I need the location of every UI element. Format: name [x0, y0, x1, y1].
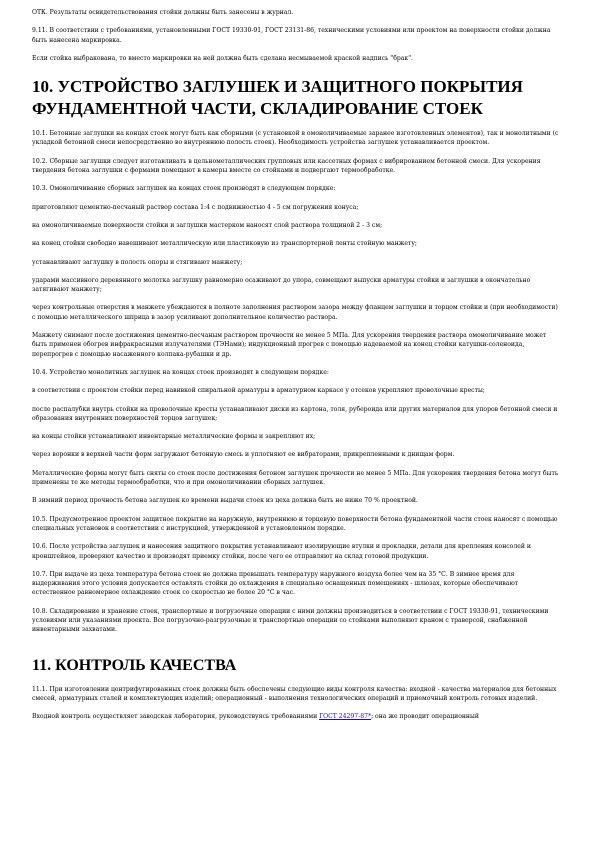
paragraph: Манжету снимают после достижения цементно-песчаным раствором прочности не менее 5 МПа. Для ускорения твердения раствора омоноличивание может быть применен обогрев инфракрасными излучателями (ТЭНами); индукционный прогрев с помощью надеваемой на конец стойки катушки-соленоида, перепрогрев с помощью насаженного колпака-рубашки и др. [32, 332, 547, 358]
paragraph: на конец стойки свободно навешивают металлическую или пластиковую из транспортерной ленты стойную манжету; [32, 240, 417, 248]
paragraph: 10.7. При выдаче из цеха температура бетона стоек не должна превышать температуру наружного воздуха более чем на 35 °С. В зимнее время для выдерживания этого условия допускается оставлять стойки до охлаждения в специально оснащенных помещениях - шлюзах, которые обеспечивают естественное равномерное охлаждение стоек со скоростью не более 20 °С в час. [32, 570, 519, 597]
gost-link[interactable]: ГОСТ 24297-87* [319, 713, 372, 721]
paragraph: 10.8. Складирование и хранение стоек, транспортные и погрузочные операции с ними должны производиться в соответствии с ГОСТ 19330-91, техническими условиями или указаниями проекта. Все погрузочно-разгрузочные и транспортные операции со стойками выполняют краном с траверсой, снабженной инвентарными захватами. [32, 607, 549, 634]
paragraph: приготовляют цементно-песчаный раствор состава 1:4 с подвижностью 4 - 5 см погружения конуса; [32, 203, 359, 211]
paragraph: ударами массивного деревянного молотка заглушку равномерно осаживают до упора, совмещают выпуски арматуры стойки и заглушки в окончательно затягивают манжету; [32, 276, 531, 294]
paragraph-text: ; она же проводит операционный [371, 713, 479, 721]
section-11-heading: 11. КОНТРОЛЬ КАЧЕСТВА [32, 656, 237, 674]
paragraph: Металлические формы могут быть сняты со стоек после достижения бетоном заглушек прочности не менее 5 МПа. Для ускорения твердения бетона могут быть применены те же методы термообработки, что и при омоноличивании сборных заглушек. [32, 469, 559, 487]
paragraph: 10.4. Устройство монолитных заглушек на концах стоек производят в следующем порядке: [32, 368, 329, 376]
section-10-heading: 10. УСТРОЙСТВО ЗАГЛУШЕК И ЗАЩИТНОГО ПОКРЫТИЯ ФУНДАМЕНТНОЙ ЧАСТИ, СКЛАДИРОВАНИЕ СТОЕК [32, 77, 523, 119]
paragraph: на концы стойки устанавливают инвентарные металлические формы и закрепляют их; [32, 433, 316, 441]
section-10-body [32, 129, 563, 634]
paragraph: Если стойка выбракована, то вместо маркировки на ней должна быть сделана несмываемой краской надпись "брак". [32, 54, 413, 62]
top-block [32, 8, 563, 63]
paragraph: после распалубки внутрь стойки на проволочные кресты устанавливают диски из картона, толя, рубероида или других материалов для упоров бетонной смеси и образования внутренних поверхностей торцов заглушек; [32, 405, 558, 422]
paragraph: 9.11. В соответствии с требованиями, установленными ГОСТ 19330-91, ГОСТ 23131-86, техническими условиями или проектом на поверхности стойки должна быть нанесена маркировка. [32, 27, 551, 44]
paragraph: 10.2. Сборные заглушки следует изготавливать в цельнометаллических групповых или кассетных формах с вибрированием бетонной смеси. Для ускорения твердения бетона заглушки с формами помещают в камеры вместе со стойками и подвергают термообработке. [32, 157, 541, 175]
paragraph: в соответствии с проектом стойки перед навивкой спиральной арматуры в арматурном каркасе у отсеков укрепляют проволочные кресты; [32, 387, 485, 395]
paragraph: 10.6. После устройства заглушек и нанесения защитного покрытия устанавливают изолирующие втулки и прокладки, детали для крепления консолей и кронштейнов, проверяют качество и производят приемку стойки, после чего ее отправляют на склад готовой продукции. [32, 543, 531, 560]
paragraph: 10.5. Предусмотренное проектом защитное покрытие на наружную, внутреннюю и торцевую поверхности бетона фундаментной части стоек наносят с помощью специальных установок в соответствии с инструкцией, утвержденной в установленном порядке. [32, 515, 558, 532]
paragraph: В зимний период прочность бетона заглушек ко времени выдачи стоек из цеха должна быть не ниже 70 % проектной. [32, 497, 418, 505]
paragraph: устанавливают заглушку в полость опоры и стягивают манжету; [32, 258, 243, 266]
paragraph-text: Входной контроль осуществляет заводская лаборатория, руководствуясь требованиями [32, 713, 320, 721]
paragraph: 10.3. Омоноличивание сборных заглушек на концах стоек производят в следующем порядке: [32, 185, 336, 193]
paragraph: 11.1. При изготовлении центрифугированных стоек должны быть обеспечены следующие виды контроля качества: входной - качества материалов для бетонных смесей, арматурных сталей и комплектующих изделий; операционный - выполнения технологических операций и приемочный контроль готовых изделий. [32, 685, 557, 702]
paragraph [32, 712, 563, 721]
paragraph: через контрольные отверстия в манжете убеждаются в полноте заполнения раствором зазора между фланцем заглушки и торцом стойки и (при необходимости) с помощью металлического шприца в зазор усиливают дополнительное количество раствора. [32, 304, 558, 321]
paragraph: ОТК. Результаты освидетельствования стойки должны быть занесены в журнал. [32, 9, 294, 16]
paragraph: 10.1. Бетонные заглушки на концах стоек могут быть как сборными (с установкой в омоноличиваемые заранее изготовленных элементов), так и монолитными (с укладкой бетонной смеси непосредственно во внутреннюю полость стоек). Необходимость устройства заглушек устанавливается проектом. [32, 130, 559, 147]
paragraph: через воронки в верхней части форм загружают бетонную смесь и уплотняют ее вибраторами, прикрепленными к днищам форм. [32, 451, 455, 459]
paragraph: на омоноличиваемые поверхности стойки и заглушки мастерком наносят слой раствора толщиной 2 - 3 см; [32, 221, 383, 229]
